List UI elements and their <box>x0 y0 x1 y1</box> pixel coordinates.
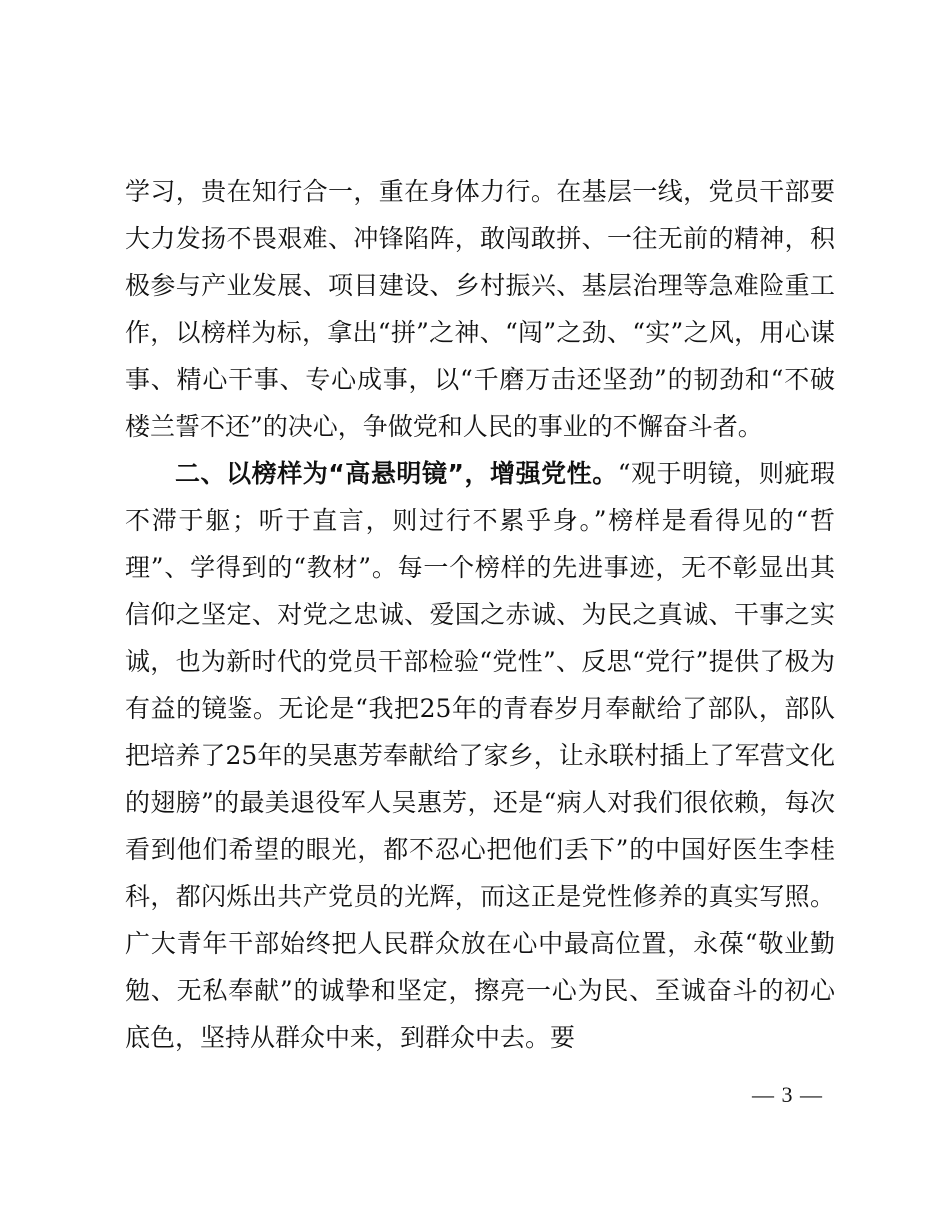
paragraph-1: 学习，贵在知行合一，重在身体力行。在基层一线，党员干部要大力发扬不畏艰难、冲锋陷阵，敢闯敢拼、一往无前的精神，积极参与产业发展、项目建设、乡村振兴、基层治理等急难险重工作，以榜样为标，拿出“拼”之神、“闯”之劲、“实”之风，用心谋事、精心干事、专心成事，以“千磨万击还坚劲”的韧劲和“不破楼兰誓不还”的决心，争做党和人民的事业的不懈奋斗者。 <box>125 177 835 441</box>
page-number: — 3 — <box>752 1082 823 1107</box>
section-heading: 二、以榜样为“高悬明镜”，增强党性。 <box>175 459 618 488</box>
body-text <box>125 168 835 1061</box>
paragraph-2 <box>125 450 835 1061</box>
paragraph-2-text: “观于明镜，则疵瑕不滞于躯；听于直言，则过行不累乎身。”榜样是看得见的“哲理”、学得到的“教材”。每一个榜样的先进事迹，无不彰显出其信仰之坚定、对党之忠诚、爱国之赤诚、为民之真诚、干事之实诚，也为新时代的党员干部检验“党性”、反思“党行”提供了极为有益的镜鉴。无论是“我把25年的青春岁月奉献给了部队，部队把培养了25年的吴惠芳奉献给了家乡，让永联村插上了军营文化的翅膀”的最美退役军人吴惠芳，还是“病人对我们很依赖，每次看到他们希望的眼光，都不忍心把他们丢下”的中国好医生李桂科，都闪烁出共产党员的光辉，而这正是党性修养的真实写照。广大青年干部始终把人民群众放在心中最高位置，永葆“敬业勤勉、无私奉献”的诚挚和坚定，擦亮一心为民、至诚奋斗的初心底色，坚持从群众中来，到群众中去。要 <box>125 459 835 1052</box>
